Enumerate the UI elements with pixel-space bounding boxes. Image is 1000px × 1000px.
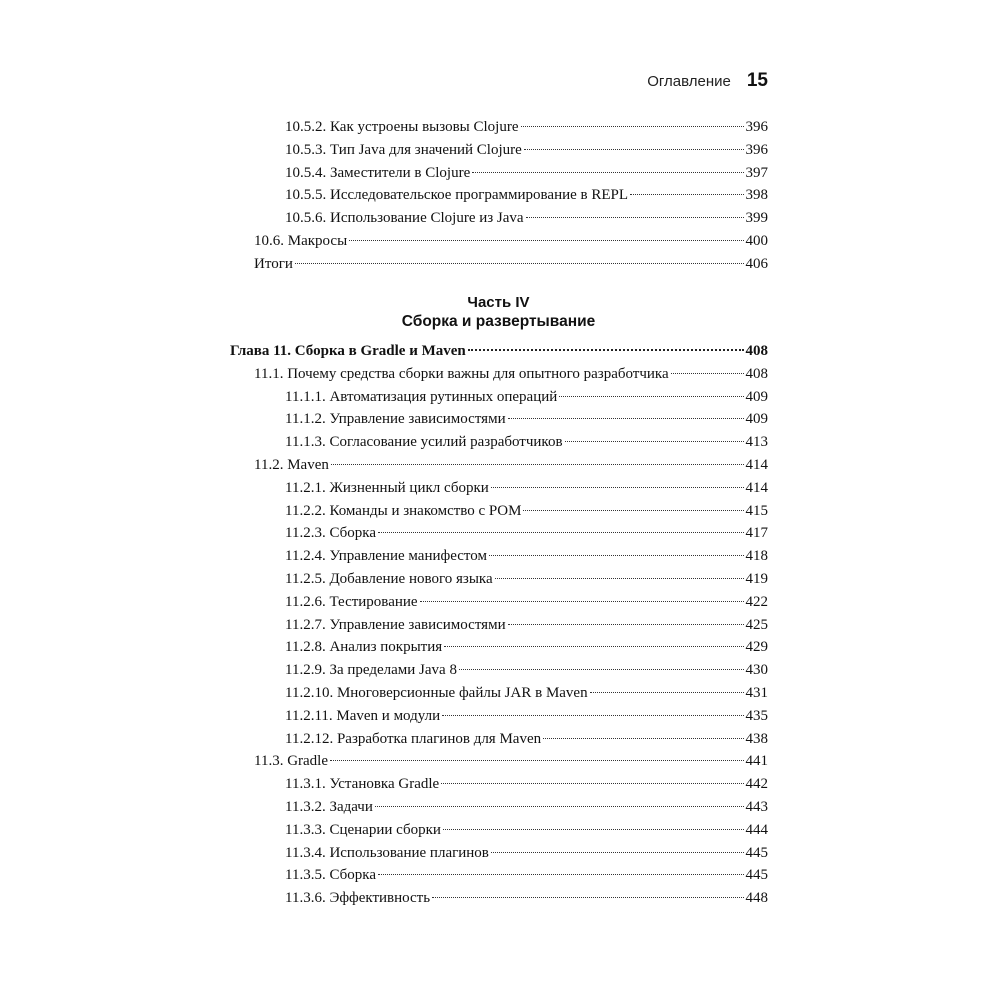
toc-entry-label: 10.5.6. Использование Clojure из Java (285, 210, 524, 227)
dot-leader (508, 624, 744, 625)
dot-leader (671, 373, 744, 374)
toc-entry-label: 11.2.1. Жизненный цикл сборки (285, 479, 489, 496)
toc-entry-label: 11.2.12. Разработка плагинов для Maven (285, 730, 542, 747)
toc-entry-label: 11.3.4. Использование плагинов (285, 844, 489, 861)
toc-entry (285, 432, 768, 454)
toc-entry (285, 140, 768, 162)
dot-leader (491, 852, 744, 853)
toc-entry (285, 592, 768, 614)
toc-entry-page: 396 (745, 141, 768, 158)
dot-leader (543, 738, 743, 739)
toc-entry (285, 117, 768, 139)
toc-entry (285, 409, 768, 431)
dot-leader (349, 240, 743, 241)
dot-leader (526, 217, 744, 218)
toc-entry-page: 406 (745, 255, 768, 272)
toc-entry-page: 400 (745, 233, 768, 249)
dot-leader (375, 806, 744, 807)
toc-entry-label: 11.1.3. Согласование усилий разработчиков (285, 434, 563, 451)
toc-entry-page: 438 (745, 730, 768, 747)
toc-entry-page: 414 (745, 457, 768, 473)
toc-entry (254, 751, 768, 773)
toc-entry-page: 448 (745, 890, 768, 907)
toc-entry-page: 399 (745, 210, 768, 227)
dot-leader (330, 760, 743, 761)
dot-leader (508, 418, 744, 419)
toc-entry (285, 501, 768, 523)
dot-leader (630, 194, 743, 195)
part-title: Сборка и развертывание (401, 313, 596, 330)
toc-entry (285, 546, 768, 568)
toc-entry (285, 865, 768, 887)
toc-entry-page: 398 (745, 187, 768, 204)
dot-leader (444, 646, 743, 647)
toc-entry (285, 569, 768, 591)
dot-leader (443, 829, 744, 830)
dot-leader (491, 487, 744, 488)
toc-entry-page: 431 (745, 685, 768, 701)
toc-entry (285, 185, 768, 207)
toc-entry-page: 429 (745, 639, 768, 656)
dot-leader (472, 172, 743, 173)
toc-entry-page: 417 (745, 525, 768, 542)
toc-entry-page: 419 (745, 571, 768, 587)
toc-entry (254, 231, 768, 253)
toc-entry-label: 11.2.2. Команды и знакомство с POM (285, 502, 522, 519)
toc-entry-page: 408 (745, 343, 768, 359)
toc-entry (254, 455, 768, 477)
toc-entry (254, 364, 768, 386)
toc-entry-page: 414 (745, 479, 768, 496)
toc-entry-label: 11.2.10. Многоверсионные файлы JAR в Maven (285, 685, 588, 701)
dot-leader (295, 263, 744, 264)
dot-leader (590, 692, 744, 693)
toc-entry-label: 11.2.4. Управление манифестом (285, 548, 487, 565)
toc-entry (285, 683, 768, 705)
toc-entry-page: 415 (745, 502, 768, 519)
toc-entry-page: 443 (745, 799, 768, 815)
toc-entry-label: 11.2. Maven (254, 457, 329, 473)
toc-entry (285, 615, 768, 637)
toc-entry-label: 11.1. Почему средства сборки важны для опытного разработчика (254, 365, 669, 382)
dot-leader (468, 349, 744, 351)
running-header (647, 70, 768, 92)
toc-entry (285, 797, 768, 819)
header-page-number: 15 (746, 70, 768, 91)
dot-leader (524, 149, 744, 150)
toc-entry-page: 425 (745, 616, 768, 633)
toc-entry (285, 660, 768, 682)
toc-entry (285, 843, 768, 865)
toc-entry-page: 445 (745, 867, 768, 884)
toc-entry-label: 11.2.9. За пределами Java 8 (285, 662, 457, 679)
dot-leader (459, 669, 744, 670)
part-number: Часть IV (467, 294, 530, 311)
toc-entry-label: 11.3.1. Установка Gradle (285, 776, 440, 793)
toc-entry (285, 774, 768, 796)
toc-entry-label: 11.2.8. Анализ покрытия (285, 639, 443, 656)
toc-entry-page: 442 (745, 776, 768, 793)
dot-leader (441, 783, 743, 784)
toc-entry-label: 11.1.1. Автоматизация рутинных операций (285, 388, 558, 405)
dot-leader (565, 441, 744, 442)
dot-leader (420, 601, 744, 602)
toc-entry-label: 10.5.4. Заместители в Clojure (285, 164, 471, 181)
toc-entry-label: 11.2.3. Сборка (285, 525, 376, 542)
toc-entry-label: 10.5.5. Исследовательское программирование в REPL (285, 187, 629, 204)
dot-leader (442, 715, 743, 716)
toc-entry-label: 10.6. Макросы (254, 233, 348, 249)
toc-entry-label: 11.3.3. Сценарии сборки (285, 821, 441, 838)
dot-leader (489, 555, 744, 556)
toc-entry-label: 10.5.2. Как устроены вызовы Clojure (285, 119, 519, 135)
dot-leader (495, 578, 744, 579)
toc-entry-page: 413 (745, 434, 768, 451)
dot-leader (331, 464, 744, 465)
toc-entry-page: 396 (745, 119, 768, 135)
toc-entry-label: Итоги (254, 255, 293, 272)
toc-entry-label: 11.2.6. Тестирование (285, 593, 418, 610)
toc-entry (285, 820, 768, 842)
toc-entry-label: 11.2.11. Maven и модули (285, 707, 441, 724)
dot-leader (378, 874, 744, 875)
header-title: Оглавление (647, 73, 731, 90)
toc-entry-page: 397 (745, 164, 768, 181)
toc-entry-page: 409 (745, 388, 768, 405)
part-heading (230, 293, 767, 332)
toc-entry-label: 11.3.6. Эффективность (285, 890, 431, 907)
toc-entry-page: 444 (745, 821, 768, 838)
toc-entry-label: 11.3.5. Сборка (285, 867, 376, 884)
toc-entry-page: 418 (745, 548, 768, 565)
toc-entry-page: 441 (745, 753, 768, 770)
toc-entry (285, 706, 768, 728)
toc-entry (285, 387, 768, 409)
toc-entry (285, 523, 768, 545)
dot-leader (523, 510, 743, 511)
toc-entry-label: 11.2.5. Добавление нового языка (285, 571, 493, 587)
dot-leader (378, 532, 744, 533)
toc-entry-label: 11.3. Gradle (254, 753, 329, 770)
toc-entry-page: 408 (745, 365, 768, 382)
toc-entry (285, 888, 768, 910)
toc-entry (285, 208, 768, 230)
toc-entry (285, 729, 768, 751)
toc-entry-label: Глава 11. Сборка в Gradle и Maven (230, 343, 466, 359)
toc-entry-label: 11.3.2. Задачи (285, 799, 373, 815)
toc-entry-page: 430 (745, 662, 768, 679)
toc-entry (230, 341, 768, 363)
dot-leader (521, 126, 744, 127)
toc-entry (254, 254, 768, 276)
toc-entry-label: 10.5.3. Тип Java для значений Clojure (285, 141, 522, 158)
dot-leader (432, 897, 743, 898)
toc-entry (285, 478, 768, 500)
toc-entry-label: 11.1.2. Управление зависимостями (285, 411, 506, 428)
dot-leader (559, 396, 743, 397)
toc-entry-page: 409 (745, 411, 768, 428)
toc-entry (285, 637, 768, 659)
toc-entry-label: 11.2.7. Управление зависимостями (285, 616, 506, 633)
toc-entry-page: 435 (745, 707, 768, 724)
toc-entry (285, 163, 768, 185)
toc-entry-page: 445 (745, 844, 768, 861)
toc-entry-page: 422 (745, 593, 768, 610)
